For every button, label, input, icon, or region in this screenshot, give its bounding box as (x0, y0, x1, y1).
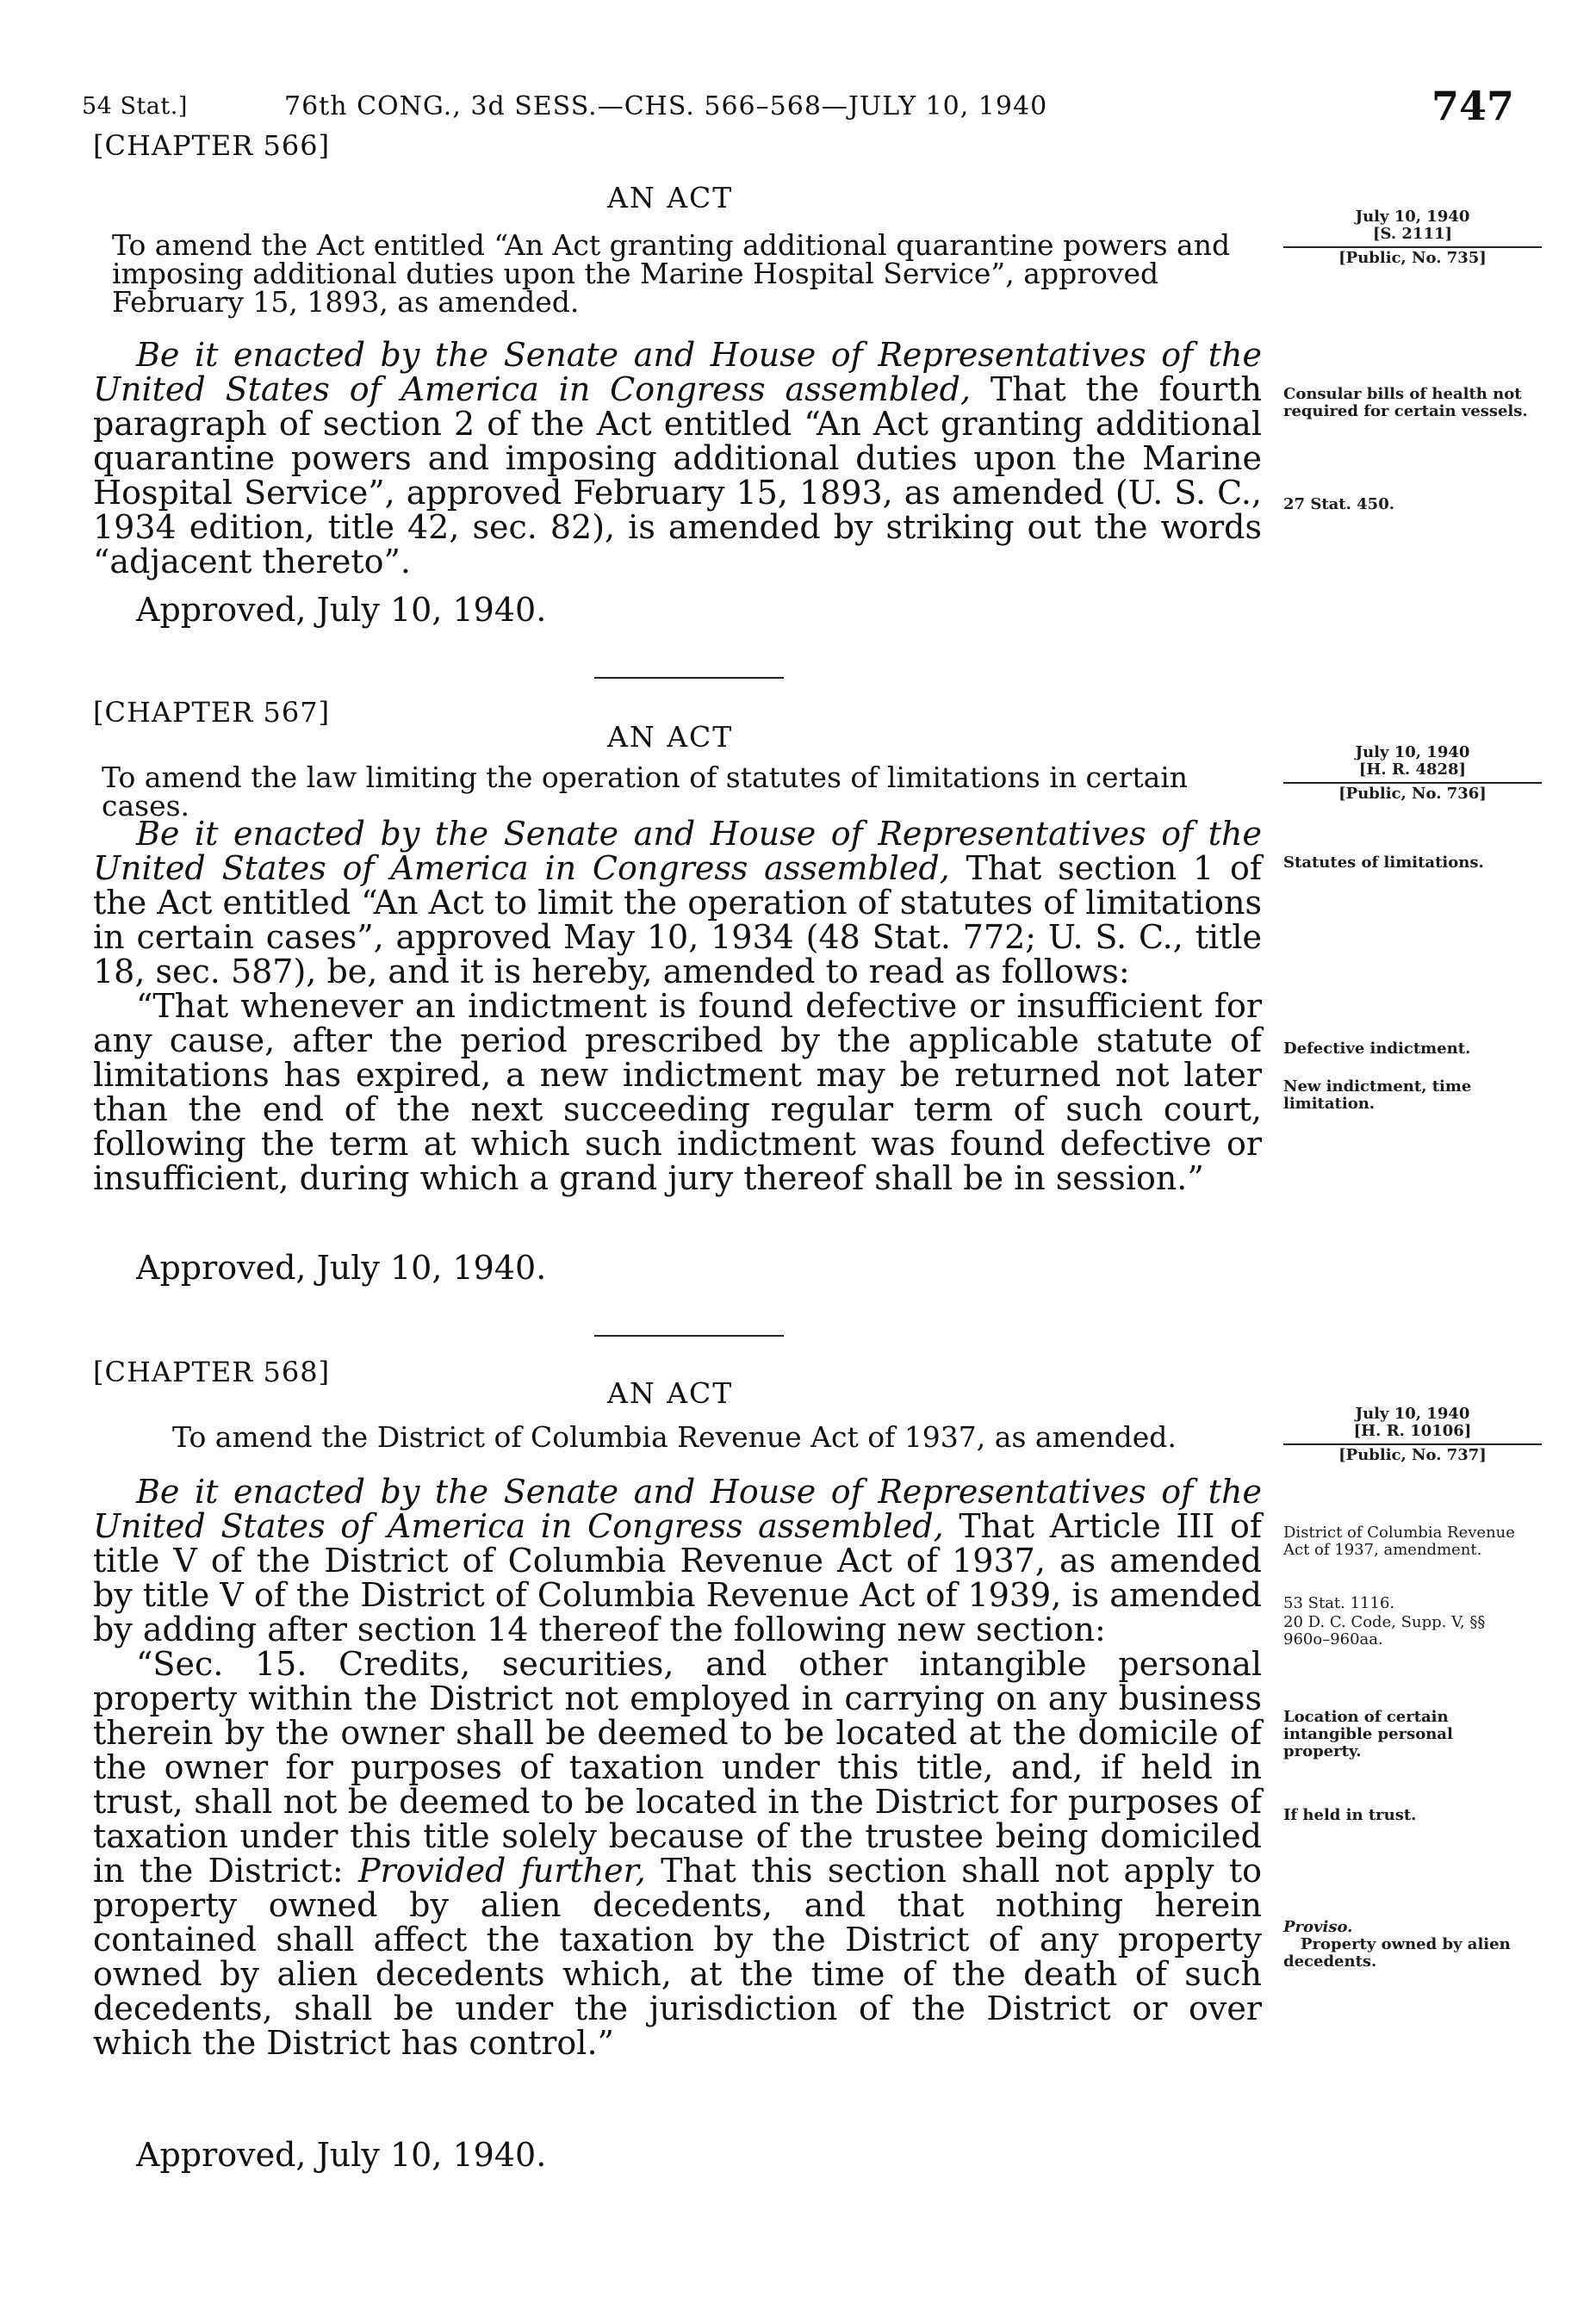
proviso-margin-label: Proviso. (1283, 1918, 1353, 1936)
margin-rule (1283, 782, 1542, 784)
chapter-566-text: That the fourth paragraph of section 2 of the Act entitled “An Act granting additional quarantine powers and imposing additional duties upon the Marine Hospital Service”, approved February 15, 1893, as amended (U. S. C., 1934 edition, title 42, sec. 82), is amended by striking out the words “adjacent thereto”. (93, 370, 1262, 580)
chapter-567-quote: “That whenever an indictment is found defective or insufficient for any cause, after the period prescribed by the applicable statute of limitations has expired, a new indictment may be returned not later than the end of the next succeeding regular term of such court, following the term at which such indictment was found defective or insufficient, during which a grand jury thereof shall be in session.” (93, 987, 1262, 1197)
public-law-number: [Public, No. 736] (1338, 785, 1487, 803)
chapter-568-title: To amend the District of Columbia Revenue Act of 1937, as amended. (172, 1420, 1177, 1454)
margin-note: New indictment, time limitation. (1283, 1077, 1472, 1113)
enactment-date: July 10, 1940 (1355, 743, 1470, 761)
margin-citation: 20 D. C. Code, Supp. V, §§ 960o–960aa. (1283, 1613, 1486, 1648)
margin-citation: 27 Stat. 450. (1283, 495, 1394, 513)
enactment-date: July 10, 1940 (1355, 1405, 1470, 1423)
margin-note: Consular bills of health not required for certain vessels. (1283, 385, 1528, 420)
chapter-568-act-label: AN ACT (607, 1376, 734, 1410)
chapter-566-title: To amend the Act entitled “An Act granting additional quarantine powers and imposing additional duties upon the Marine Hospital Service”, approved February 15, 1893, as amended. (112, 228, 1231, 319)
chapter-566-approved: Approved, July 10, 1940. (136, 591, 547, 629)
chapter-568-heading: [CHAPTER 568] (93, 1356, 331, 1388)
section-15-proviso-text: That this section shall not apply to property owned by alien decedents, and that nothing herein contained shall affect the taxation by the District of any property owned by alien decedents which, at the time of the death of such decedents, shall be under the jurisdiction of the District or over which the District has control.” (93, 1852, 1262, 2062)
margin-note: Statutes of limitations. (1283, 854, 1484, 872)
margin-note: If held in trust. (1283, 1806, 1417, 1824)
chapter-567-margin (1283, 744, 1542, 803)
chapter-567-title: To amend the law limiting the operation of statutes of limitations in certain cases. (102, 760, 1189, 822)
session-line: 76th CONG., 3d SESS.—CHS. 566–568—JULY 10, 1940 (284, 91, 1048, 121)
public-law-number: [Public, No. 735] (1338, 249, 1487, 267)
proviso-label: Provided further, (357, 1852, 646, 1890)
chapter-567-text: That section 1 of the Act entitled “An Act to limit the operation of statutes of limitations in certain cases”, approved May 10, 1934 (48 Stat. 772; U. S. C., title 18, sec. 587), be, and it is hereby, amended to read as follows: (93, 849, 1262, 990)
chapter-568-text: That Article III of title V of the District of Columbia Revenue Act of 1937, as amended by title V of the District of Columbia Revenue Act of 1939, is amended by adding after section 14 thereof the following new section: (93, 1507, 1262, 1648)
chapter-566-body (93, 338, 1262, 579)
chapter-divider (594, 1335, 784, 1337)
section-15-text: “Sec. 15. Credits, securities, and other intangible personal property within the District not employed in carrying on any business therein by the owner shall be deemed to be located at the domicile of the owner for purposes of taxation under this title, and, if held in trust, shall not be deemed to be located in the District for purposes of taxation under this title solely because of the trustee being domiciled in the District: (93, 1645, 1262, 1890)
chapter-divider (594, 677, 784, 679)
chapter-568-margin (1283, 1406, 1542, 1464)
bill-number: [S. 2111] (1372, 225, 1453, 243)
chapter-566-act-label: AN ACT (607, 181, 734, 214)
enactment-date: July 10, 1940 (1355, 208, 1470, 226)
chapter-567-body (93, 816, 1262, 1195)
margin-rule (1283, 246, 1542, 248)
margin-note: Defective indictment. (1283, 1040, 1471, 1058)
enacting-clause: Be it enacted by the Senate and House of Representatives of the United States of America in Congress assembled, (93, 815, 1262, 887)
chapter-567-approved: Approved, July 10, 1940. (136, 1249, 547, 1287)
public-law-number: [Public, No. 737] (1338, 1446, 1487, 1464)
bill-number: [H. R. 10106] (1353, 1422, 1472, 1440)
margin-note: District of Columbia Revenue Act of 1937, amendment. (1283, 1524, 1515, 1559)
chapter-567-act-label: AN ACT (607, 720, 734, 754)
chapter-568-approved: Approved, July 10, 1940. (136, 2136, 547, 2174)
volume-reference: 54 Stat.] (82, 93, 188, 120)
proviso-margin (1283, 1919, 1533, 1971)
margin-note: Location of certain intangible personal property. (1283, 1708, 1453, 1760)
margin-citation: 53 Stat. 1116. (1283, 1594, 1395, 1612)
enacting-clause: Be it enacted by the Senate and House of Representatives of the United States of America in Congress assembled, (93, 336, 1262, 408)
page-number: 747 (1431, 83, 1514, 129)
chapter-567-heading: [CHAPTER 567] (93, 696, 331, 729)
chapter-568-body (93, 1474, 1262, 2060)
chapter-566-heading: [CHAPTER 566] (93, 129, 331, 162)
margin-note: Property owned by alien decedents. (1283, 1935, 1511, 1971)
margin-rule (1283, 1443, 1542, 1445)
bill-number: [H. R. 4828] (1358, 760, 1467, 779)
chapter-566-margin (1283, 208, 1542, 267)
enacting-clause: Be it enacted by the Senate and House of Representatives of the United States of America in Congress assembled, (93, 1473, 1262, 1545)
